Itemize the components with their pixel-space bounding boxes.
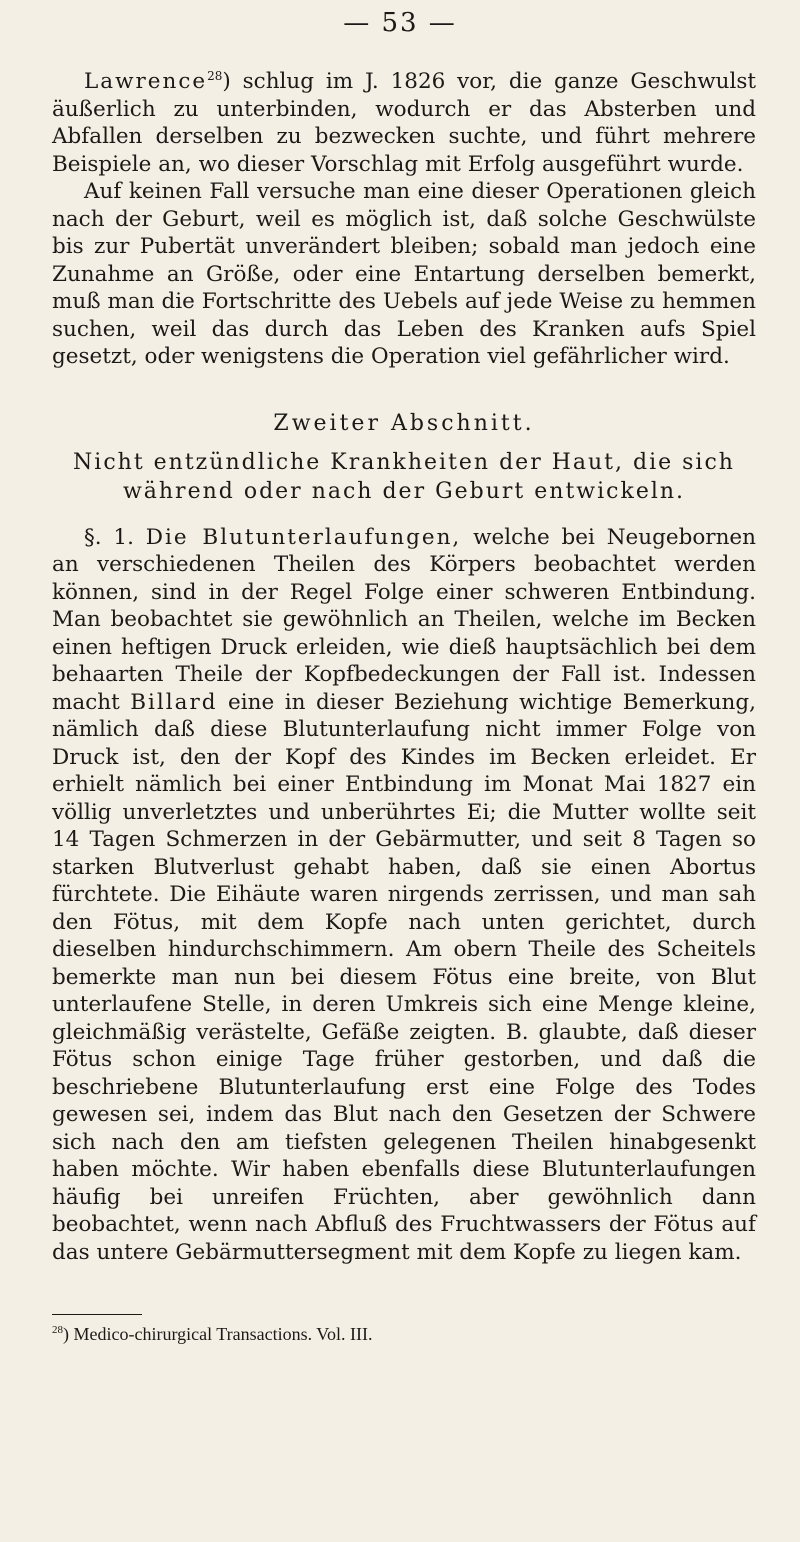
- author-name-lawrence: Lawrence: [84, 69, 208, 94]
- paragraph-lead: Die Blutunterlaufungen,: [145, 524, 462, 550]
- footnote-reference: 28: [207, 68, 223, 83]
- section-number: §. 1.: [84, 524, 134, 550]
- paragraph-blood-extravasation: [52, 524, 756, 1267]
- paragraph-lawrence: [52, 68, 756, 178]
- footnote: [52, 1323, 756, 1345]
- author-name-billard: Billard: [130, 689, 218, 715]
- paragraph-text: ) schlug im J. 1826 vor, die ganze Geschwulst äußerlich zu unterbinden, wodurch er das Absterben und Abfallen derselben zu bezwecken suchte, und führt mehrere Beispiele an, wo dieser Vorschlag mit Erfolg ausgeführt wurde.: [52, 69, 756, 177]
- section-title: Nicht entzündliche Krankheiten der Haut, die sich während oder nach der Geburt entwickeln.: [73, 449, 735, 504]
- paragraph-text-continued: eine in dieser Beziehung wichtige Bemerkung, nämlich daß diese Blutunterlaufung nicht immer Folge von Druck ist, den der Kopf des Kindes im Becken erleidet. Er erhielt nämlich bei einer Entbindung im Monat Mai 1827 ein völlig unverletztes und unberührtes Ei; die Mutter wollte seit 14 Tagen Schmerzen in der Gebärmutter, und seit 8 Tagen so starken Blutverlust gehabt haben, daß sie einen Abortus fürchtete. Die Eihäute waren nirgends zerrissen, und man sah den Fötus, mit dem Kopfe nach unten gerichtet, durch dieselben hindurchschimmern. Am obern Theile des Scheitels bemerkte man nun bei diesem Fötus eine breite, von Blut unterlaufene Stelle, in deren Umkreis sich eine Menge kleine, gleichmäßig verästelte, Gefäße zeigten. B. glaubte, daß dieser Fötus schon einige Tage früher gestorben, und daß die beschriebene Blutunterlaufung erst eine Folge des Todes gewesen sei, indem das Blut nach den Gesetzen der Schwere sich nach den am tiefsten gelegenen Theilen hinabgesenkt haben möchte. Wir haben ebenfalls diese Blutunterlaufungen häufig bei unreifen Früchten, aber gewöhnlich dann beobachtet, wenn nach Abfluß des Fruchtwassers der Fötus auf das untere Gebärmuttersegment mit dem Kopfe zu liegen kam.: [52, 689, 757, 1265]
- footnote-text: ) Medico-chirurgical Transactions. Vol. III.: [63, 1324, 373, 1344]
- section-heading: Zweiter Abschnitt.: [273, 410, 535, 436]
- footnote-divider: [52, 1314, 142, 1315]
- paragraph-operation-timing: Auf keinen Fall versuche man eine dieser Operationen gleich nach der Geburt, weil es möglich ist, daß solche Geschwülste bis zur Pubertät unverändert bleiben; sobald man jedoch eine Zunahme an Größe, oder eine Entartung derselben bemerkt, muß man die Fortschritte des Uebels auf jede Weise zu hemmen suchen, weil das durch das Leben des Kranken aufs Spiel gesetzt, oder wenigstens die Operation viel gefährlicher wird.: [52, 179, 756, 369]
- paragraph-text: welche bei Neugebornen an verschiedenen Theilen des Körpers beobachtet werden können, sind in der Regel Folge einer schweren Entbindung. Man beobachtet sie gewöhnlich an Theilen, welche im Becken einen heftigen Druck erleiden, wie dieß hauptsächlich bei dem behaarten Theile der Kopfbedeckungen der Fall ist. Indessen macht: [52, 524, 756, 715]
- page-number: — 53 —: [343, 8, 457, 38]
- footnote-mark: 28: [52, 1324, 63, 1336]
- body-text: [52, 68, 756, 1345]
